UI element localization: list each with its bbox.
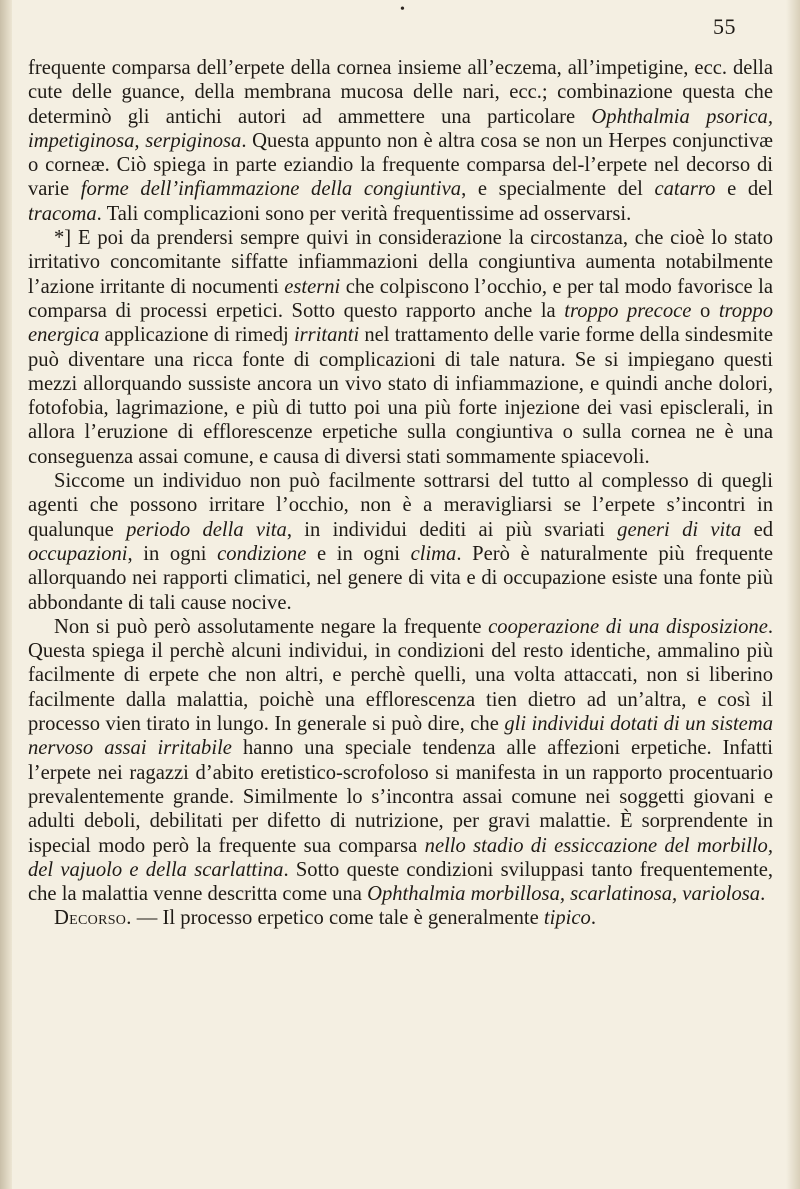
text-run: e in ogni — [306, 542, 411, 565]
italic-term: occupazioni — [28, 542, 128, 565]
text-run: . — [590, 907, 596, 930]
text-run: nel trattamento delle varie forme della sindesmite può diventare una ricca fonte di complicazioni di tale natura. Se si impiegano questi mezzi allorquando sussiste ancora un vivo stato di infiammazione, e quindi anche dolori, fotofobia, lagrimazione, e più di tutto poi una più forte injezione dei vasi episclerali, in allora l’eruzione di efflorescenze erpetiche sulla congiuntiva o sulla cornea ne è una conseguenza assai comune, e causa di diversi stati sommamente spiacevoli. — [28, 324, 773, 468]
italic-term: periodo della vita — [126, 518, 287, 541]
text-run: *] E poi da prendersi sempre quivi in considerazione la circostanza, che cioè lo stato irritativo concomitante siffatte infiammazioni della congiuntiva aumenta notabilmente l’azione irritante di nocumenti — [28, 227, 773, 298]
text-run: o — [691, 299, 719, 322]
text-run: . Questa spiega il perchè alcuni individui, in condizioni del resto identiche, ammalino più facilmente di erpete che non altri, e perchè quelli, una volta attaccati, non si liberino facilmente dalla malattia, poichè una efflorescenza tien dietro ad un’altra, e così il processo vien tirato in lungo. In generale si può dire, che — [28, 615, 773, 736]
paragraph — [28, 906, 773, 930]
italic-term: generi di vita — [617, 518, 742, 541]
page-edge-right — [786, 0, 800, 1189]
printer-mark: • — [400, 2, 405, 17]
italic-term: gli individui dotati di un sistema nervoso assai irritabile — [28, 713, 773, 760]
text-run: , in individui dediti ai più svariati — [286, 518, 618, 541]
italic-term: nello stadio di essiccazione del morbillo, del vajuolo e della scarlattina — [28, 834, 773, 881]
italic-term: Ophthalmia psorica, impetiginosa, serpiginosa — [28, 105, 773, 152]
italic-term: troppo energica — [28, 299, 773, 347]
text-run: . — [760, 883, 766, 906]
italic-term: cooperazione di una disposizione — [488, 615, 768, 638]
italic-term: condizione — [217, 542, 307, 565]
italic-term: tracoma — [28, 202, 97, 225]
text-run: . Questa appunto non è altra cosa se non un Herpes conjunctivæ o corneæ. Ciò spiega in parte eziandio la frequente comparsa del-l’erpete nel decorso di varie — [28, 129, 773, 201]
body-text — [28, 56, 773, 931]
italic-term: esterni — [284, 275, 341, 298]
italic-term: tipico — [543, 907, 591, 930]
italic-term: forme dell’infiammazione della congiuntiva — [80, 178, 462, 201]
page-edge-left — [0, 0, 12, 1189]
text-run: applicazione di rimedj — [99, 324, 294, 347]
text-run: e del — [715, 178, 773, 201]
italic-term: irritanti — [293, 324, 360, 347]
text-run: Siccome un individuo non può facilmente sottrarsi del tutto al complesso di quegli agenti che possono irritare l’occhio, non è a meravigliarsi se l’erpete s’incontri in qualunque — [28, 470, 773, 541]
italic-term: clima — [410, 542, 457, 565]
text-run: , e specialmente del — [461, 178, 655, 201]
text-run: , in ogni — [127, 542, 218, 565]
text-run: hanno una speciale tendenza alle affezioni erpetiche. Infatti l’erpete nei ragazzi d’abito eretistico-scrofoloso si manifesta in un rapporto procentuario prevalentemente grande. Similmente lo s’incontra assai comune nei soggetti giovani e adulti deboli, debilitati per difetto di nutrizione, per gravi malattie. È sorprendente in ispecial modo però la frequente sua comparsa — [28, 737, 773, 857]
paragraph — [28, 56, 773, 226]
text-run: frequente comparsa dell’erpete della cornea insieme all’eczema, all’impetigine, ecc. della cute delle guance, della membrana mucosa delle nari, ecc.; combinazione questa che determinò gli antichi autori ad ammettere una particolare — [28, 57, 773, 128]
italic-term: troppo precoce — [564, 299, 692, 322]
paragraph — [28, 226, 773, 469]
text-run: . Sotto queste condizioni sviluppasi tanto frequentemente, che la malattia venne descritta come una — [28, 858, 773, 906]
text-run: . Però è naturalmente più frequente allorquando nei rapporti climatici, nel genere di vita e di occupazione esiste una fonte più abbondante di tali cause nocive. — [28, 542, 773, 614]
italic-term: catarro — [654, 178, 716, 201]
section-heading: Decorso. — [54, 907, 132, 930]
page-number: 55 — [713, 14, 736, 39]
text-run: Non si può però assolutamente negare la frequente — [54, 615, 489, 638]
paragraph — [28, 615, 773, 907]
text-run: — Il processo erpetico come tale è generalmente — [131, 907, 544, 930]
italic-term: Ophthalmia morbillosa, scarlatinosa, variolosa — [367, 883, 761, 906]
text-run: . Tali complicazioni sono per verità frequentissime ad osservarsi. — [96, 202, 632, 225]
paragraph — [28, 469, 773, 615]
text-run: che colpiscono l’occhio, e per tal modo favorisce la comparsa di processi erpetici. Sotto questo rapporto anche la — [28, 275, 773, 322]
text-run: ed — [741, 518, 774, 541]
